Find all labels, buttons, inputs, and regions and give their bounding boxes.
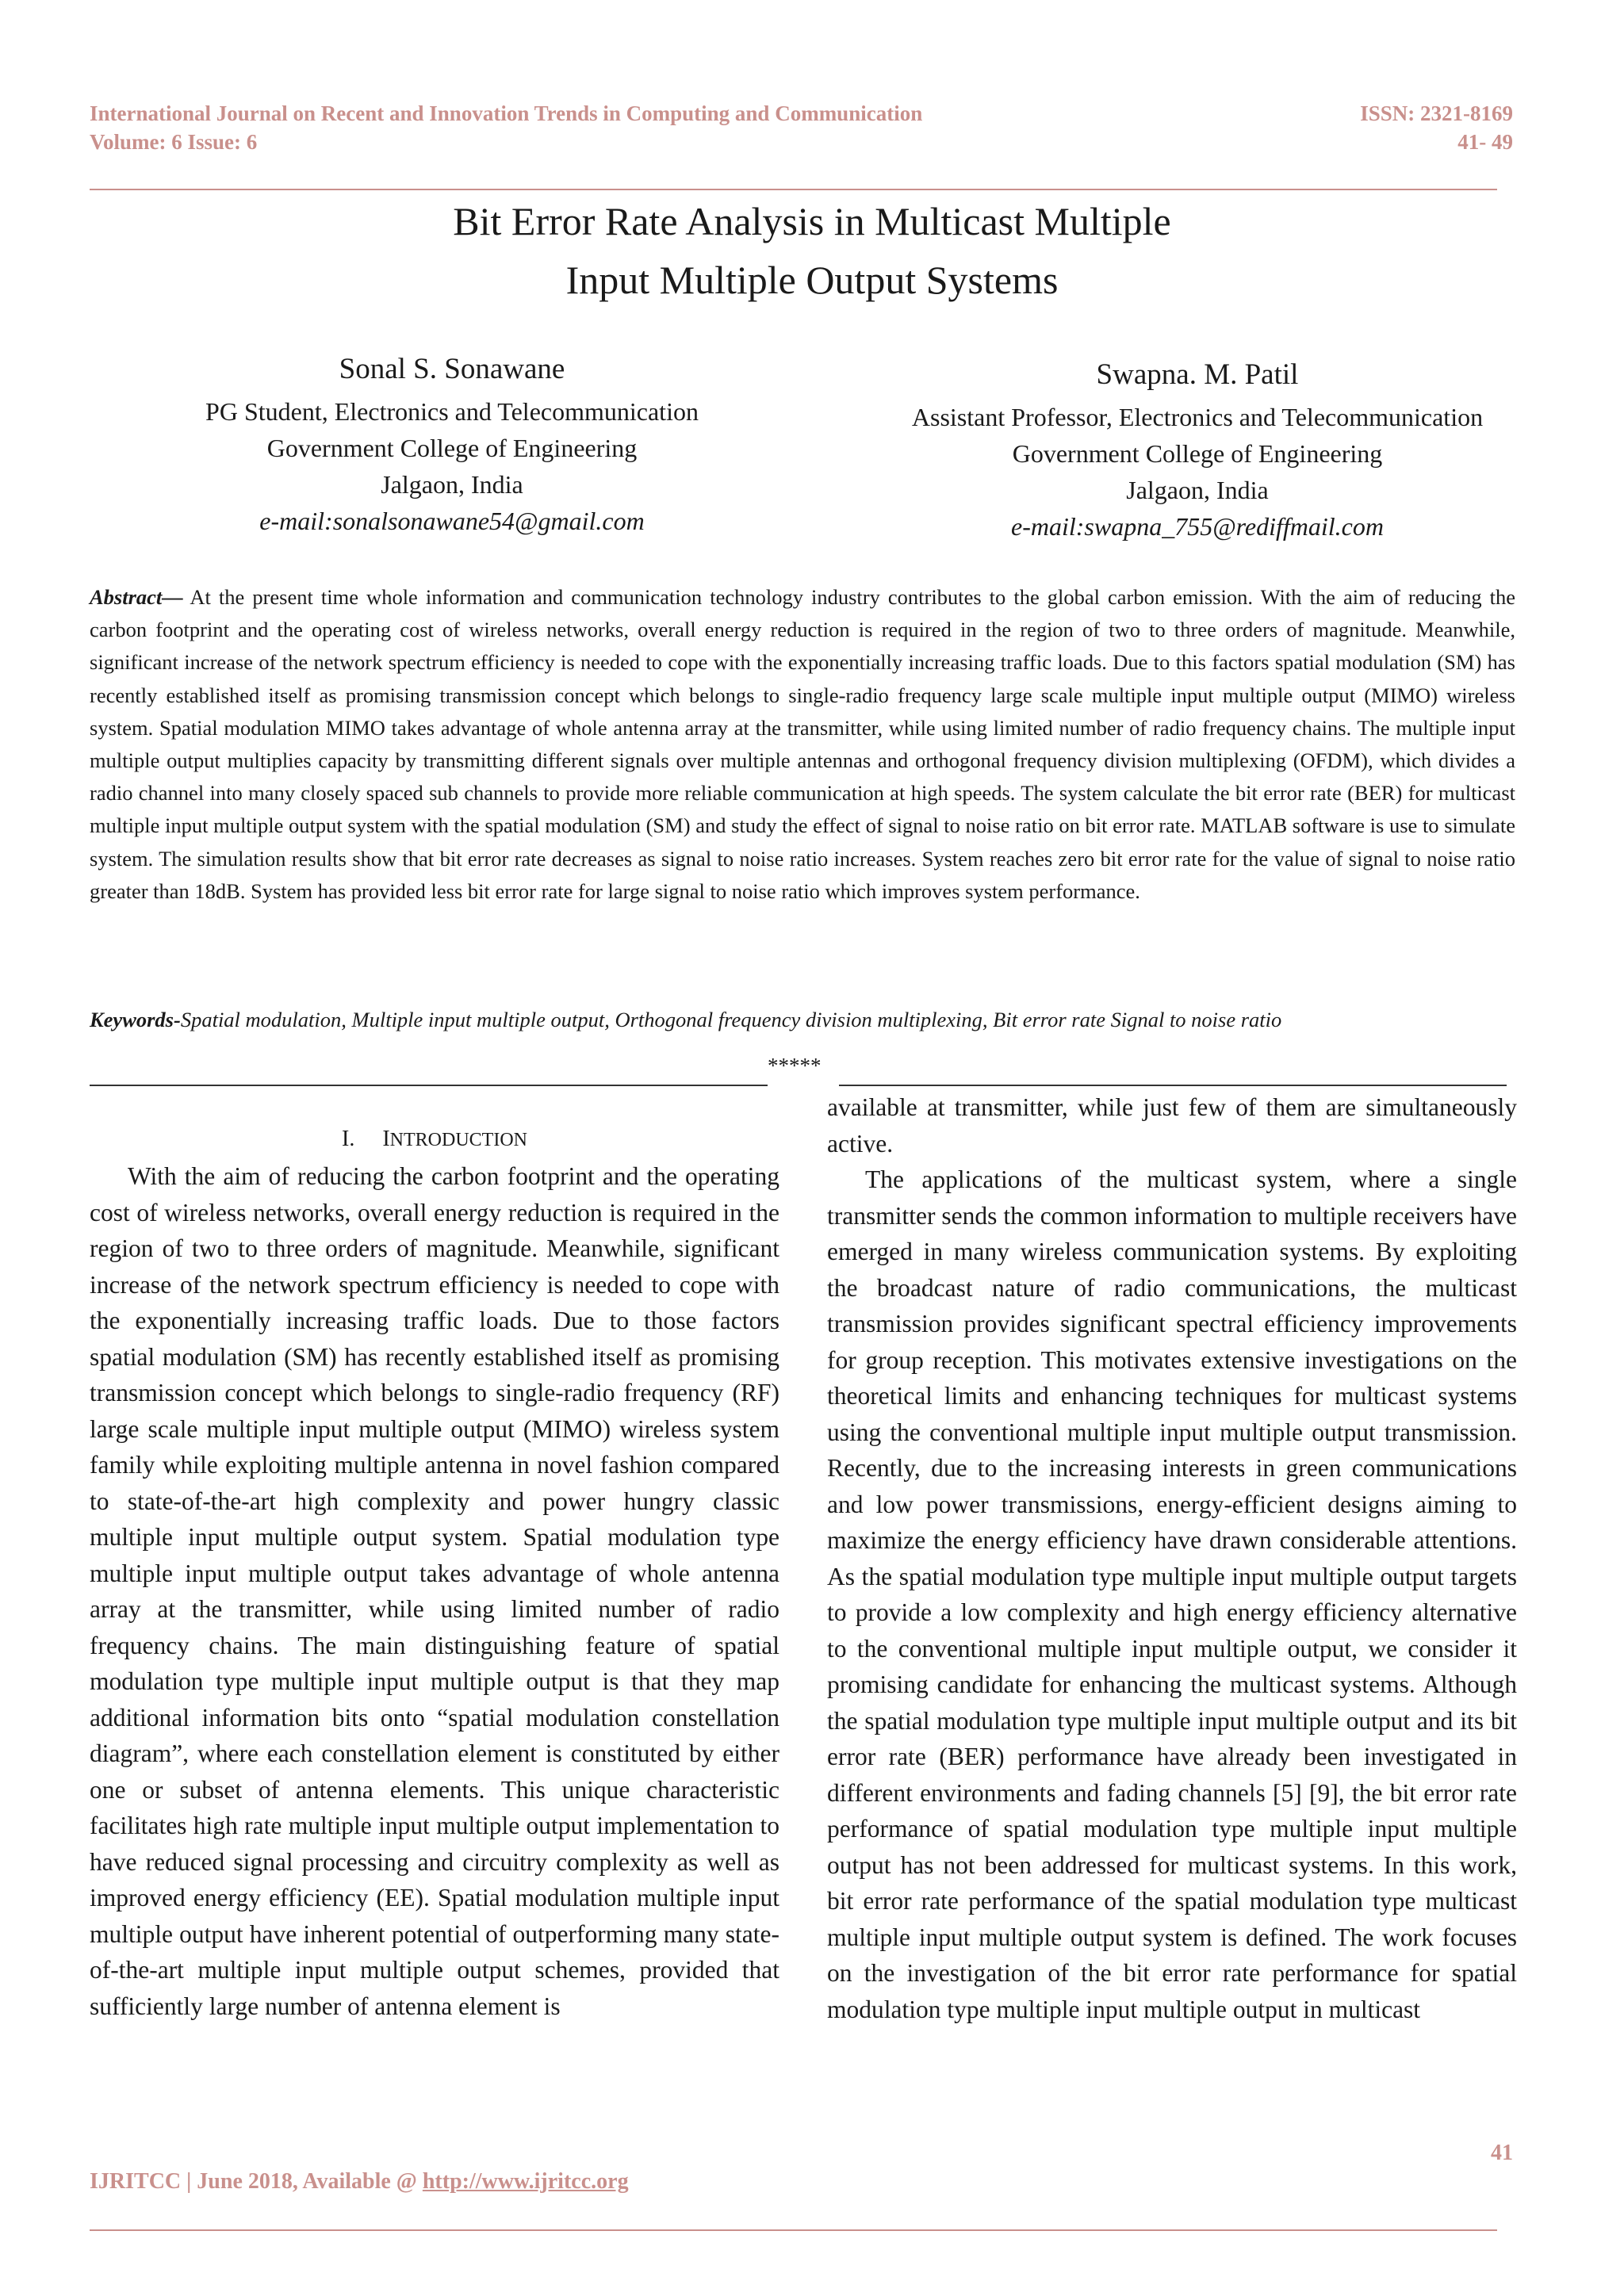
journal-link[interactable]: http://www.ijritcc.org [422,2169,629,2194]
author-location: Jalgaon, India [381,470,523,499]
keywords-label: Keywords- [90,1008,181,1031]
author-institution: Government College of Engineering [1012,439,1383,468]
intro-paragraph-2: The applications of the multicast system, where a single transmitter sends the common information to multiple receivers have emerged in many wireless communication systems. By exploiting the broadcast nature of radio communications, the multicast transmission provides significant spectral efficiency improvements for group reception. This motivates extensive investigations on the theoretical limits and enhancing techniques for multicast systems using the conventional multiple input multiple output transmission. Recently, due to the increasing interests in green communications and low power transmissions, energy-efficient designs aiming to maximize the energy efficiency have drawn considerable attentions. As the spatial modulation type multiple input multiple output targets to provide a low complexity and high energy efficiency alternative to the conventional multiple input multiple output, we consider it promising candidate for enhancing the multicast systems. Although the spatial modulation type multiple input multiple output and its bit error rate (BER) performance have already been investigated in different environments and fading channels [5] [9], the bit error rate performance of spatial modulation type multiple input multiple output has not been addressed for multicast systems. In this work, bit error rate performance of the spatial modulation type multicast multiple input multiple output system is defined. The work focuses on the investigation of the bit error rate performance for spatial modulation type multiple input multiple output in multicast [827,1165,1517,2023]
column-right [827,1089,1517,2027]
running-header-right [1360,99,1513,156]
keywords-text: Spatial modulation, Multiple input multiple output, Orthogonal frequency division multiplexing, Bit error rate Signal to noise ratio [180,1008,1282,1031]
section-title-rest: NTRODUCTION [389,1130,527,1150]
footer [90,2169,629,2195]
title-line-1: Bit Error Rate Analysis in Multicast Multiple [453,199,1171,243]
intro-paragraph-1: With the aim of reducing the carbon footprint and the operating cost of wireless networks, overall energy reduction is required in the region of two to three orders of magnitude. Meanwhile, significant increase of the network spectrum efficiency is needed to cope with the exponentially increasing traffic loads. Due to those factors spatial modulation (SM) has recently established itself as promising transmission concept which belongs to single-radio frequency (RF) large scale multiple input multiple output (MIMO) wireless system family while exploiting multiple antenna in novel fashion compared to state-of-the-art high complexity and power hungry classic multiple input multiple output system. Spatial modulation type multiple input multiple output takes advantage of whole antenna array at the transmitter, while using limited number of radio frequency chains. The main distinguishing feature of spatial modulation type multiple input multiple output is that they map additional information bits onto “spatial modulation constellation diagram”, where each constellation element is constituted by either one or subset of antenna elements. This unique characteristic facilitates high rate multiple input multiple output implementation to have reduced signal processing and circuitry complexity as well as improved energy efficiency (EE). Spatial modulation multiple input multiple output have inherent potential of outperforming many state-of-the-art multiple input multiple output schemes, provided that sufficiently large number of antenna element is [90,1162,779,2020]
column-left [90,1089,779,2024]
keywords [90,1004,1515,1035]
author-block-1 [135,349,769,539]
journal-name: International Journal on Recent and Innovation Trends in Computing and Communication [90,101,923,125]
separator-stars: ***** [768,1054,822,1077]
running-header-left [90,99,922,156]
author-email: e-mail:swapna_755@rediffmail.com [1011,512,1384,541]
author-name: Swapna. M. Patil [1096,358,1299,391]
section-heading [90,1121,779,1158]
section-number: I. [342,1127,355,1151]
abstract-label: Abstract— [90,585,183,609]
section-title-initial: I [382,1127,390,1151]
page-range: 41- 49 [1457,130,1513,154]
intro-paragraph-1-cont: available at transmitter, while just few of them are simultaneously active. [827,1093,1517,1158]
abstract [90,581,1515,908]
volume-issue: Volume: 6 Issue: 6 [90,130,258,154]
separator-line-right [839,1085,1507,1086]
separator-line-left [90,1085,768,1086]
abstract-text: At the present time whole information and communication technology industry contributes to the global carbon emission. With the aim of reducing the carbon footprint and the operating cost of wireless networks, overall energy reduction is required in the region of two to three orders of magnitude. Meanwhile, significant increase of the network spectrum efficiency is needed to cope with the exponentially increasing traffic loads. Due to this factors spatial modulation (SM) has recently established itself as promising transmission concept which belongs to single-radio frequency large scale multiple input multiple output (MIMO) wireless system. Spatial modulation MIMO takes advantage of whole antenna array at the transmitter, while using limited number of radio frequency chains. The multiple input multiple output multiplies capacity by transmitting different signals over multiple antennas and orthogonal frequency division multiplexing (OFDM), which divides a radio channel into many closely spaced sub channels to provide more reliable communication at high speeds. The system calculate the bit error rate (BER) for multicast multiple input multiple output system with the spatial modulation (SM) and study the effect of signal to noise ratio on bit error rate. MATLAB software is use to simulate system. The simulation results show that bit error rate decreases as signal to noise ratio increases. System reaches zero bit error rate for the value of signal to noise ratio greater than 18dB. System has provided less bit error rate for large signal to noise ratio which improves system performance. [90,585,1515,903]
header-rule [90,189,1497,190]
page-number: 41 [1491,2141,1513,2165]
author-name: Sonal S. Sonawane [339,353,565,385]
author-institution: Government College of Engineering [266,434,638,462]
author-block-2 [848,354,1546,545]
paper-title [0,192,1624,309]
issn: ISSN: 2321-8169 [1360,101,1513,125]
author-role: PG Student, Electronics and Telecommunication [205,397,699,426]
title-line-2: Input Multiple Output Systems [565,258,1059,302]
author-location: Jalgaon, India [1126,476,1269,504]
author-role: Assistant Professor, Electronics and Telecommunication [911,403,1484,431]
footer-text: IJRITCC | June 2018, Available @ [90,2169,423,2194]
author-email: e-mail:sonalsonawane54@gmail.com [259,507,645,535]
footer-rule [90,2229,1497,2231]
